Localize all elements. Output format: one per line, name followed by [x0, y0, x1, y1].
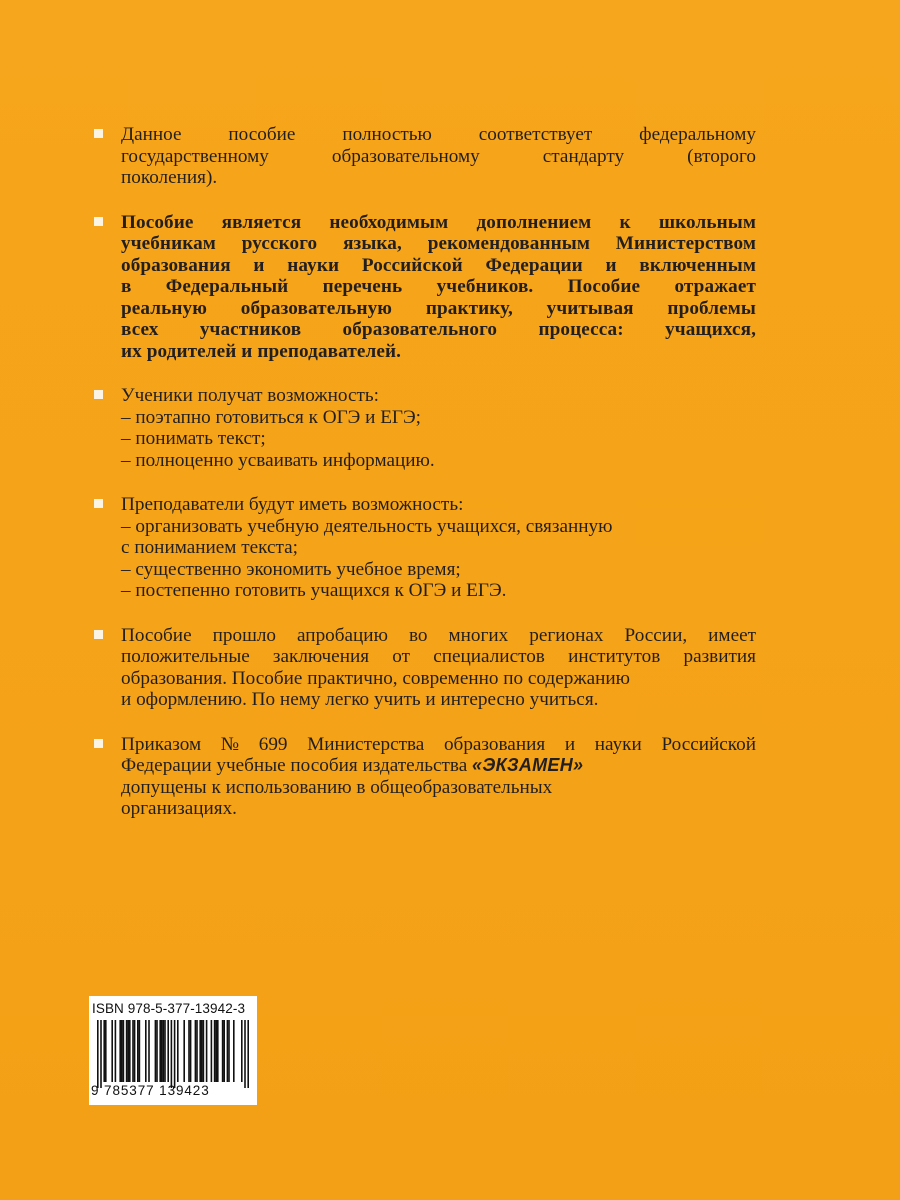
barcode-bar — [148, 1020, 150, 1082]
square-bullet-icon — [94, 129, 103, 138]
item-line: и оформлению. По нему легко учить и интересно учиться. — [121, 689, 599, 710]
barcode-bar — [222, 1020, 224, 1082]
barcode-bar — [196, 1020, 198, 1082]
item-line: с пониманием текста; — [121, 537, 298, 558]
item-line: Пособие прошло апробацию во многих регионах России, имеет — [121, 624, 756, 646]
barcode-bar — [132, 1020, 134, 1082]
item-line: – полноценно усваивать информацию. — [121, 449, 435, 471]
square-bullet-icon — [94, 390, 103, 399]
barcode-bar — [126, 1020, 128, 1082]
barcode-bar — [164, 1020, 166, 1082]
list-item-standard — [93, 124, 756, 189]
isbn-barcode-block — [89, 996, 257, 1105]
barcode-bar — [156, 1020, 158, 1082]
barcode-bar — [217, 1020, 219, 1082]
item-line: организациях. — [121, 798, 237, 819]
item-line: Преподаватели будут иметь возможность: — [121, 494, 464, 515]
item-line: Приказом № 699 Министерства образования и науки Российской — [121, 733, 756, 755]
item-line: образования и науки Российской Федерации и включенным — [121, 254, 756, 276]
item-line: Данное пособие полностью соответствует федеральному — [121, 124, 756, 145]
item-line: поколения). — [121, 167, 218, 188]
barcode-bar — [183, 1020, 185, 1082]
barcode-bar — [241, 1020, 243, 1082]
item-line: – существенно экономить учебное время; — [121, 558, 461, 580]
item-line: их родителей и преподавателей. — [121, 340, 402, 362]
list-item-supplement — [93, 212, 756, 363]
barcode-bar — [163, 1020, 165, 1082]
barcode-bar — [100, 1020, 102, 1088]
barcode-bar — [139, 1020, 141, 1082]
barcode-icon — [97, 1020, 249, 1088]
item-line: Ученики получат возможность: — [121, 385, 379, 406]
square-bullet-icon — [94, 499, 103, 508]
barcode-bar — [119, 1020, 121, 1082]
barcode-bar — [215, 1020, 217, 1082]
barcode-bar — [103, 1020, 105, 1082]
barcode-bar — [123, 1020, 125, 1082]
barcode-bar — [115, 1020, 117, 1082]
barcode-bar — [97, 1020, 99, 1088]
barcode-bar — [177, 1020, 179, 1082]
barcode-bar — [190, 1020, 192, 1082]
barcode-bar — [127, 1020, 129, 1082]
barcode-bar — [247, 1020, 249, 1088]
item-line: учебникам русского языка, рекомендованным Министерством — [121, 233, 756, 254]
list-item-students — [93, 385, 756, 471]
description-list — [93, 124, 756, 843]
barcode-bar — [159, 1020, 161, 1082]
item-line: положительные заключения от специалистов институтов развития — [121, 646, 756, 667]
square-bullet-icon — [94, 739, 103, 748]
item-line: – постепенно готовить учащихся к ОГЭ и ЕГЭ. — [121, 580, 507, 601]
item-line: в Федеральный перечень учебников. Пособие отражает — [121, 276, 756, 297]
item-line: допущены к использованию в общеобразовательных — [121, 776, 553, 798]
barcode-bar — [105, 1020, 107, 1082]
barcode-bar — [199, 1020, 201, 1082]
item-line: – организовать учебную деятельность учащихся, связанную — [121, 515, 613, 537]
isbn-number: ISBN 978-5-377-13942-3 — [92, 1001, 246, 1016]
barcode-bar — [171, 1020, 173, 1088]
barcode-bar — [201, 1020, 203, 1082]
list-item-teachers — [93, 494, 756, 602]
barcode-bar — [161, 1020, 163, 1082]
barcode-bar — [111, 1020, 113, 1082]
square-bullet-icon — [94, 217, 103, 226]
barcode-bar — [227, 1020, 229, 1082]
barcode-bar — [203, 1020, 205, 1082]
barcode-bar — [174, 1020, 176, 1088]
barcode-bar — [129, 1020, 131, 1082]
list-item-order — [93, 734, 756, 820]
item-line: Пособие является необходимым дополнением к школьным — [121, 211, 756, 233]
barcode-bar — [145, 1020, 147, 1082]
barcode-bar — [188, 1020, 190, 1082]
item-line: всех участников образовательного процесса: учащихся, — [121, 319, 756, 340]
item-line: реальную образовательную практику, учитывая проблемы — [121, 297, 756, 319]
square-bullet-icon — [94, 630, 103, 639]
barcode-digits: 9 785377 139423 — [91, 1083, 210, 1098]
barcode-bar — [137, 1020, 139, 1082]
barcode-bar — [167, 1020, 169, 1082]
list-item-approbation — [93, 625, 756, 711]
item-line: государственному образовательному стандарту (второго — [121, 145, 756, 167]
barcode-bar — [155, 1020, 157, 1082]
barcode-bar — [244, 1020, 246, 1088]
item-line: – понимать текст; — [121, 428, 266, 449]
item-line: образования. Пособие практично, современно по содержанию — [121, 667, 630, 689]
barcode-bar — [223, 1020, 225, 1082]
barcode-bar — [134, 1020, 136, 1082]
publisher-brand: «ЭКЗАМЕН» — [472, 755, 584, 775]
barcode-bar — [233, 1020, 235, 1082]
barcode-bar — [228, 1020, 230, 1082]
barcode-bar — [214, 1020, 216, 1082]
item-line: – поэтапно готовиться к ОГЭ и ЕГЭ; — [121, 406, 422, 428]
barcode-bar — [206, 1020, 208, 1082]
barcode-bar — [211, 1020, 213, 1082]
barcode-bar — [121, 1020, 123, 1082]
item-line — [121, 755, 756, 777]
item-line-text: Федерации учебные пособия издательства — [121, 755, 473, 776]
barcode-bar — [195, 1020, 197, 1082]
